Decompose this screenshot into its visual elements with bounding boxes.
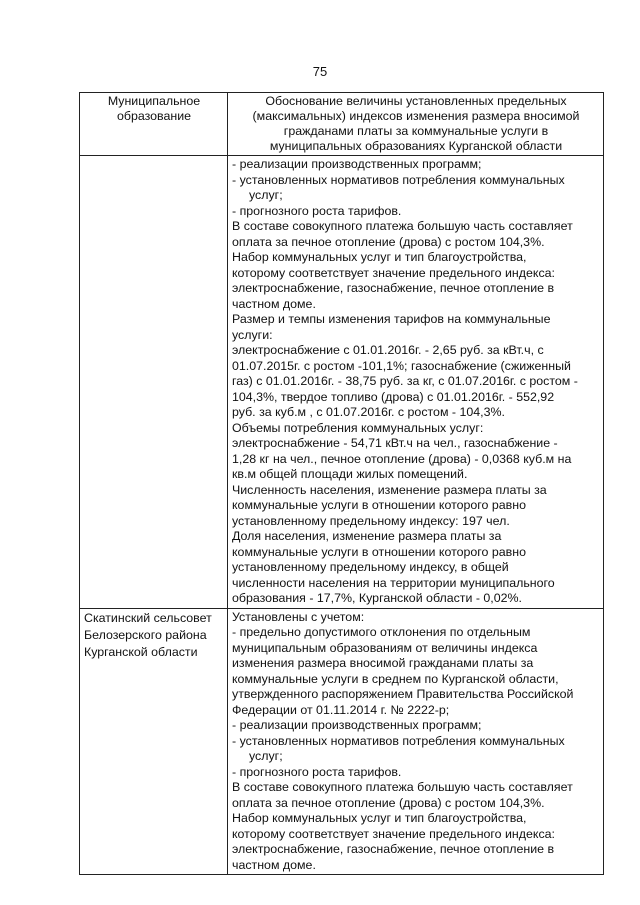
- text-line: электроснабжение - 54,71 кВт.ч на чел., газоснабжение -: [232, 436, 558, 450]
- text-line: - реализации производственных программ;: [232, 718, 482, 732]
- header-line: муниципальных образованиях Курганской области: [269, 139, 563, 153]
- municipality-name-line: Белозерского района: [84, 627, 207, 642]
- text-line: коммунальные услуги в отношении которого равно: [232, 544, 526, 559]
- header-line: образование: [116, 109, 192, 123]
- text-line: оплата за печное отопление (дрова) с ростом 104,3%.: [232, 795, 545, 810]
- text-line: - установленных нормативов потребления коммунальных: [232, 733, 565, 748]
- text-line: образования - 17,7%, Курганской области - 0,02%.: [232, 591, 522, 605]
- text-line: В составе совокупного платежа большую часть составляет: [232, 780, 573, 794]
- text-line: Численность населения, изменение размера платы за: [232, 482, 547, 497]
- justification-cell: [228, 608, 604, 875]
- text-line: услуг;: [249, 749, 283, 763]
- text-line: численности населения на территории муниципального: [232, 575, 555, 590]
- text-line: - реализации производственных программ;: [232, 157, 482, 171]
- header-line: гражданами платы за коммунальные услуги в: [283, 124, 549, 138]
- text-line: частном доме.: [232, 857, 316, 872]
- page-number: 75: [312, 64, 328, 79]
- text-line: которому соответствует значение предельного индекса:: [232, 826, 555, 841]
- text-line: 1,28 кг на чел., печное отопление (дрова) - 0,0368 куб.м на: [232, 451, 572, 466]
- text-line: услуги:: [232, 327, 273, 342]
- text-line: изменения размера вносимой гражданами платы за: [232, 656, 534, 670]
- municipality-name-line: Скатинский сельсовет: [84, 610, 212, 625]
- text-line: - установленных нормативов потребления коммунальных: [232, 172, 565, 187]
- municipality-cell-empty: [80, 156, 228, 609]
- text-line: 104,3%, твердое топливо (дрова) с 01.01.2016г. - 552,92: [232, 389, 555, 404]
- text-line: 01.07.2015г. с ростом -101,1%; газоснабжение (сжиженный: [232, 358, 571, 373]
- text-line: электроснабжение с 01.01.2016г. - 2,65 руб. за кВт.ч, с: [232, 343, 544, 357]
- table-row: [80, 156, 604, 609]
- text-line: Объемы потребления коммунальных услуг:: [232, 420, 484, 435]
- text-line: муниципальным образованиям от величины индекса: [232, 640, 538, 655]
- text-line: электроснабжение, газоснабжение, печное отопление в: [232, 842, 555, 856]
- header-municipality: [80, 93, 228, 156]
- text-line: В составе совокупного платежа большую часть составляет: [232, 219, 573, 233]
- header-line: Муниципальное: [107, 94, 201, 108]
- tariff-index-table: [79, 92, 604, 875]
- table-row: [80, 608, 604, 875]
- municipality-cell: [80, 608, 228, 875]
- text-line: услуг;: [249, 188, 283, 202]
- text-line: Набор коммунальных услуг и тип благоустройства,: [232, 250, 527, 264]
- text-line: руб. за куб.м , с 01.07.2016г. с ростом - 104,3%.: [232, 405, 505, 419]
- header-line: (максимальных) индексов изменения размера вносимой: [252, 109, 580, 123]
- text-line: кв.м общей площади жилых помещений.: [232, 467, 468, 481]
- text-line: установленному предельному индексу: 197 чел.: [232, 513, 510, 528]
- header-justification: [228, 93, 604, 156]
- text-line: установленному предельному индексу, в общей: [232, 560, 509, 574]
- text-line: Набор коммунальных услуг и тип благоустройства,: [232, 811, 527, 825]
- text-line: утвержденного распоряжением Правительства Российской: [232, 687, 574, 701]
- text-line: коммунальные услуги в среднем по Курганской области,: [232, 671, 559, 686]
- text-line: - прогнозного роста тарифов.: [232, 203, 402, 218]
- text-line: Установлены с учетом:: [232, 609, 365, 624]
- text-line: - предельно допустимого отклонения по отдельным: [232, 625, 531, 639]
- text-line: электроснабжение, газоснабжение, печное отопление в: [232, 281, 555, 295]
- text-line: Доля населения, изменение размера платы за: [232, 529, 502, 543]
- text-line: оплата за печное отопление (дрова) с ростом 104,3%.: [232, 234, 545, 249]
- justification-cell-continued: [228, 156, 604, 609]
- table-header-row: [80, 93, 604, 156]
- text-line: коммунальные услуги в отношении которого равно: [232, 498, 526, 512]
- text-line: которому соответствует значение предельного индекса:: [232, 265, 555, 280]
- text-line: газ) с 01.01.2016г. - 38,75 руб. за кг, с 01.07.2016г. с ростом -: [232, 374, 578, 388]
- municipality-name-line: Курганской области: [84, 644, 198, 659]
- header-line: Обоснование величины установленных предельных: [265, 94, 567, 108]
- text-line: - прогнозного роста тарифов.: [232, 764, 402, 779]
- text-line: Размер и темпы изменения тарифов на коммунальные: [232, 312, 551, 326]
- text-line: частном доме.: [232, 296, 316, 311]
- text-line: Федерации от 01.11.2014 г. № 2222-р;: [232, 702, 450, 717]
